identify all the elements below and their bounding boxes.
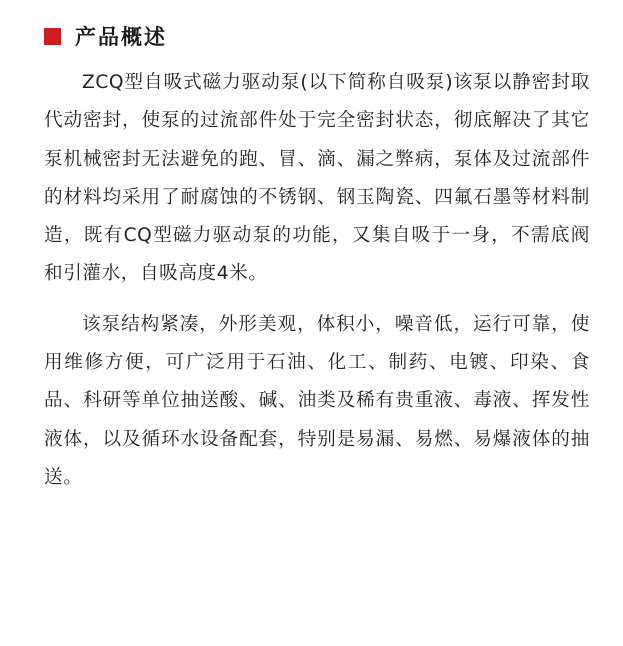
paragraph-2: 该泵结构紧凑，外形美观，体积小，噪音低，运行可靠，使用维修方便，可广泛用于石油、化工、制药、电镀、印染、食品、科研等单位抽送酸、碱、油类及稀有贵重液、毒液、挥发性液体，以及循环水设备配套，特别是易漏、易燃、易爆液体的抽送。 bbox=[44, 313, 590, 488]
section-title: 产品概述 bbox=[75, 25, 167, 49]
paragraph-1: ZCQ型自吸式磁力驱动泵(以下简称自吸泵)该泵以静密封取代动密封，使泵的过流部件处于完全密封状态，彻底解决了其它泵机械密封无法避免的跑、冒、滴、漏之弊病，泵体及过流部件的材料均采用了耐腐蚀的不锈钢、钢玉陶瓷、四氟石墨等材料制造，既有CQ型磁力驱动泵的功能，又集自吸于一身，不需底阀和引灌水，自吸高度4米。 bbox=[44, 72, 590, 285]
section-marker bbox=[44, 28, 61, 45]
section-header bbox=[44, 20, 167, 52]
product-overview-text bbox=[44, 64, 590, 497]
